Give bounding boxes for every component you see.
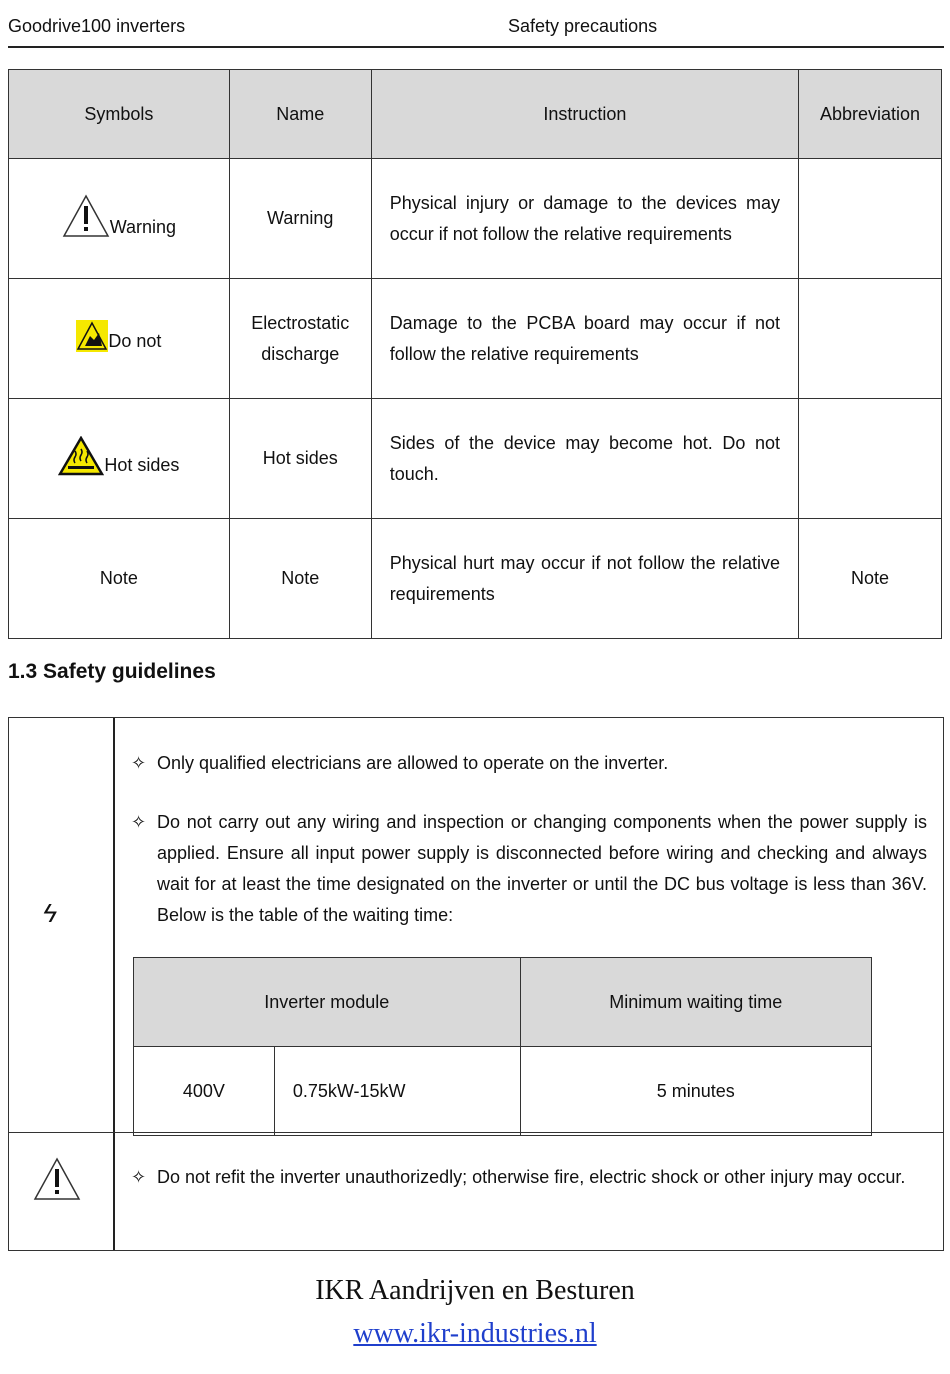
bullet-mark: ✧: [131, 812, 147, 832]
name-cell: Note: [229, 519, 371, 639]
bullet-mark: ✧: [131, 753, 147, 773]
power-cell: 0.75kW-15kW: [274, 1047, 520, 1136]
bullet-item: [131, 807, 927, 931]
bullet-text: Do not refit the inverter unauthorizedly; otherwise fire, electric shock or other injury may occur.: [157, 1167, 906, 1187]
guideline-row: [9, 718, 943, 1133]
abbr-cell: [799, 279, 942, 399]
voltage-cell: 400V: [134, 1047, 275, 1136]
abbr-cell: [799, 399, 942, 519]
col-header: Minimum waiting time: [520, 958, 872, 1047]
table-row: [9, 279, 942, 399]
bullet-item: [131, 748, 927, 779]
warning-triangle-icon: [33, 1157, 81, 1201]
table-row: [134, 1047, 872, 1136]
instruction-cell: Physical injury or damage to the devices may occur if not follow the relative requirements: [371, 159, 798, 279]
table-row: [9, 159, 942, 279]
waiting-time-table: [133, 957, 872, 1136]
table-header-row: [9, 70, 942, 159]
name-cell: Hot sides: [229, 399, 371, 519]
safety-guidelines-box: [8, 717, 944, 1251]
section-heading: 1.3 Safety guidelines: [8, 660, 216, 683]
table-row: [9, 399, 942, 519]
electrostatic-icon: [76, 320, 108, 352]
guideline-icon-column: [9, 718, 115, 1132]
hot-surface-icon: [58, 436, 104, 476]
symbol-label: Do not: [108, 331, 162, 351]
bullet-item: [131, 1162, 927, 1193]
col-header: Inverter module: [134, 958, 521, 1047]
guideline-icon-column: [9, 1133, 115, 1250]
symbol-cell: Note: [9, 519, 230, 639]
name-cell: Warning: [229, 159, 371, 279]
col-header: Name: [229, 70, 371, 159]
symbol-label: Warning: [109, 217, 177, 237]
instruction-cell: Damage to the PCBA board may occur if not follow the relative requirements: [371, 279, 798, 399]
guideline-row: [9, 1133, 943, 1250]
table-row: [9, 519, 942, 639]
bullet-text: Only qualified electricians are allowed to operate on the inverter.: [157, 753, 669, 773]
lightning-icon: ϟ: [43, 898, 57, 928]
page-header: [8, 12, 944, 48]
footer-company: IKR Aandrijven en Besturen: [315, 1275, 635, 1306]
table-header-row: [134, 958, 872, 1047]
product-name: Goodrive100 inverters: [8, 16, 186, 36]
symbol-label: Hot sides: [104, 455, 180, 475]
name-text: Electrostatic discharge: [251, 312, 350, 364]
instruction-cell: Sides of the device may become hot. Do not touch.: [371, 399, 798, 519]
footer-url-link[interactable]: www.ikr-industries.nl: [353, 1318, 597, 1349]
warning-triangle-icon: [62, 194, 110, 238]
symbol-cell: [9, 159, 230, 279]
symbol-cell: [9, 279, 230, 399]
symbol-cell: [9, 399, 230, 519]
abbr-cell: [799, 159, 942, 279]
time-cell: 5 minutes: [520, 1047, 872, 1136]
symbols-table: [8, 69, 942, 639]
section-name: Safety precautions: [508, 16, 658, 36]
instruction-cell: Physical hurt may occur if not follow the relative requirements: [371, 519, 798, 639]
footer-link-container: [0, 1318, 950, 1350]
abbr-cell: Note: [799, 519, 942, 639]
bullet-text: Do not carry out any wiring and inspection or changing components when the power supply is applied. Ensure all input power supply is disconnected before wiring and checking and always wait for at least the time designated on the inverter or until the DC bus voltage is less than 36V. Below is the table of the waiting time:: [157, 812, 927, 925]
col-header: Abbreviation: [799, 70, 942, 159]
name-cell: [229, 279, 371, 399]
col-header: Symbols: [9, 70, 230, 159]
bullet-mark: ✧: [131, 1167, 147, 1187]
col-header: Instruction: [371, 70, 798, 159]
